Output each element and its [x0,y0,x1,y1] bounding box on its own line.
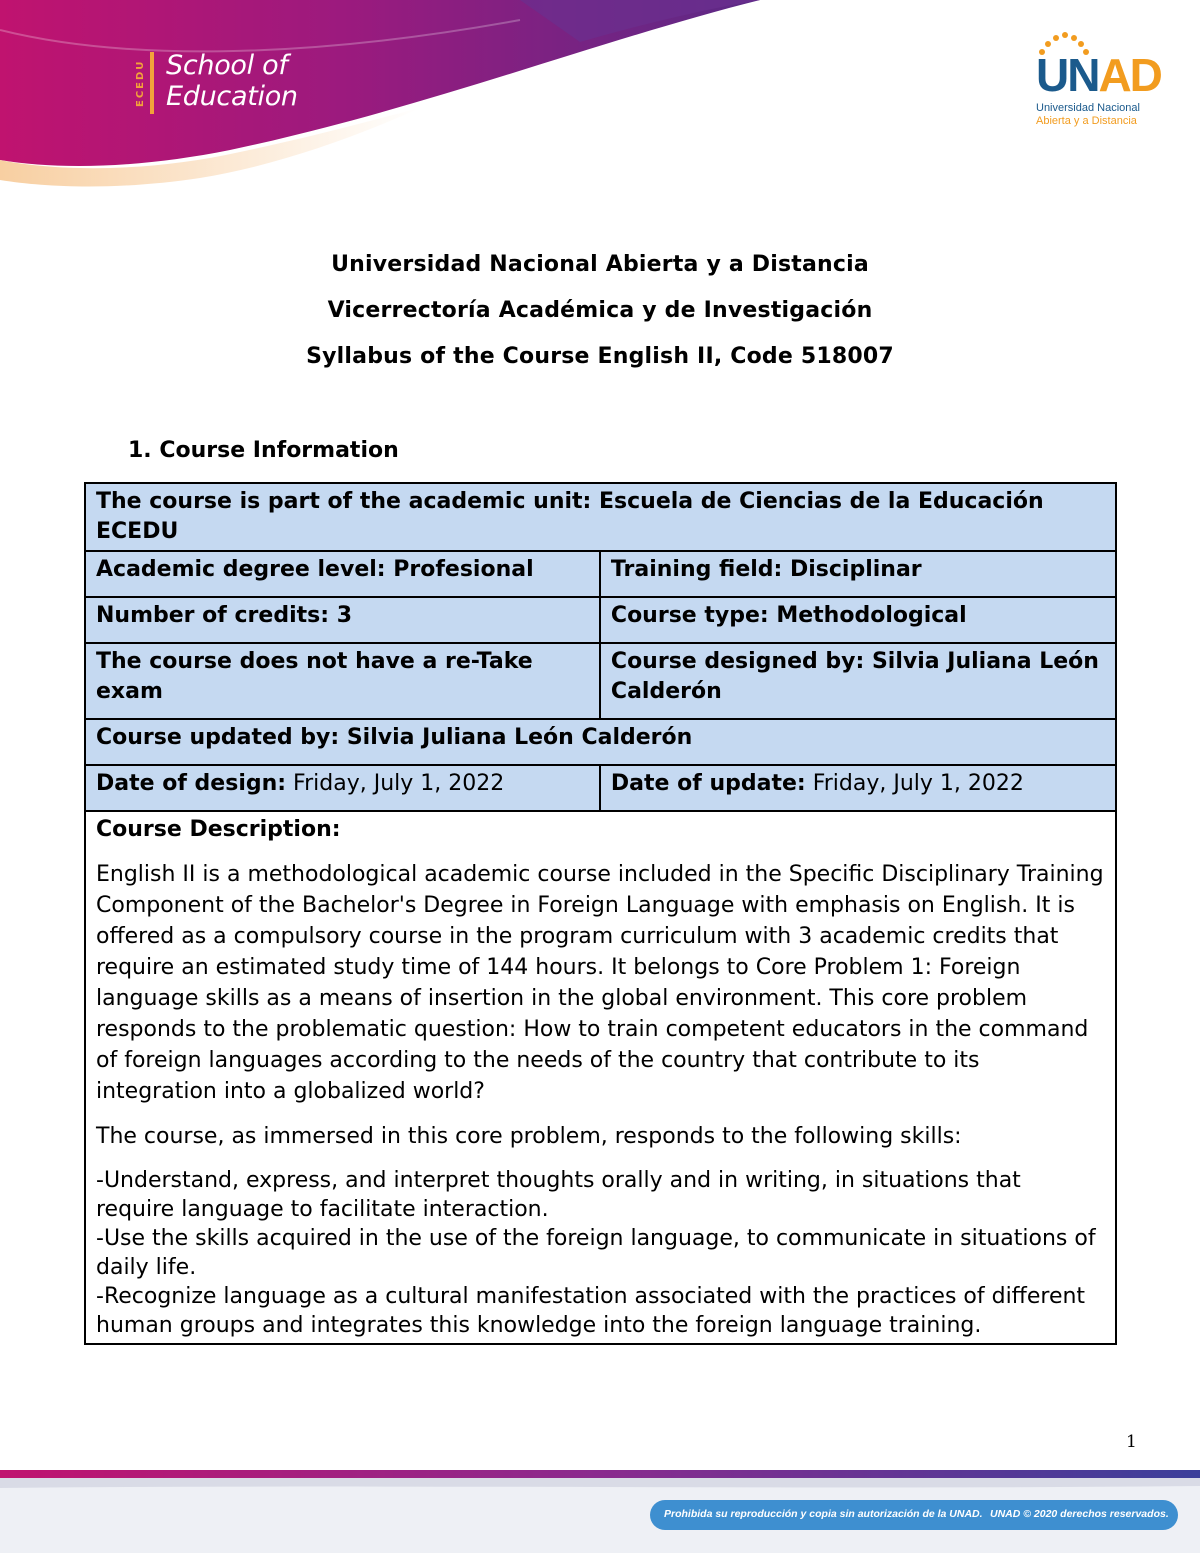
designed-by-cell: Course designed by: Silvia Juliana León Calderón [600,643,1116,719]
course-description-paragraph: English II is a methodological academic course included in the Specific Disciplinary Training Component of the Bachelor's Degree in Foreign Language with emphasis on English. It is offered as a compulsory course in the program curriculum with 3 academic credits that require an estimated study time of 144 hours. It belongs to Core Problem 1: Foreign language skills as a means of insertion in the global environment. This core problem responds to the problematic question: How to train competent educators in the command of foreign languages according to the needs of the country that contribute to its integration into a globalized world? [96,862,1104,1104]
skill-item: -Recognize language as a cultural manifestation associated with the practices of different human groups and integrates this knowledge into the foreign language training. [96,1284,1086,1338]
unad-subtitle-1: Universidad Nacional [1036,102,1140,114]
course-info-table [84,482,1117,1345]
vicerrectoria-title: Vicerrectoría Académica y de Investigación [327,298,873,323]
course-description-heading: Course Description: [96,817,341,842]
unad-subtitle-2: Abierta y a Distancia [1036,115,1137,127]
school-vertical-label: ECEDU [135,59,146,107]
school-logo-bar [150,52,154,114]
table-row [85,719,1116,765]
footer-copyright: UNAD © 2020 derechos reservados. [990,1508,1169,1520]
credits-cell: Number of credits: 3 [85,597,600,643]
academic-unit-cell: The course is part of the academic unit: Escuela de Ciencias de la Educación ECEDU [85,483,1116,551]
training-field-cell: Training field: Disciplinar [600,551,1116,597]
skill-item: -Understand, express, and interpret thoughts orally and in writing, in situations that require language to facilitate interaction. [96,1168,1021,1222]
school-logo-line2: Education [166,81,298,112]
course-description-cell [85,811,1116,1344]
university-title: Universidad Nacional Abierta y a Distancia [331,252,869,277]
update-date-cell [600,765,1116,811]
update-date-label: Date of update: [610,771,806,796]
design-date-label: Date of design: [96,771,287,796]
table-row [85,765,1116,811]
school-of-education-logo [166,50,298,112]
table-row [85,551,1116,597]
updated-by-cell: Course updated by: Silvia Juliana León Calderón [85,719,1116,765]
footer-notice-bar [650,1500,1178,1530]
unad-wordmark-un: UN [1036,49,1099,101]
course-type-cell: Course type: Methodological [600,597,1116,643]
unad-wordmark-ad: AD [1098,49,1161,101]
design-date-value: Friday, July 1, 2022 [286,771,505,796]
skill-item: -Use the skills acquired in the use of the foreign language, to communicate in situations of daily life. [96,1226,1096,1280]
table-row [85,811,1116,1344]
skills-intro: The course, as immersed in this core problem, responds to the following skills: [96,1124,962,1149]
unad-wordmark [1036,48,1161,102]
retake-cell: The course does not have a re-Take exam [85,643,600,719]
table-row [85,597,1116,643]
syllabus-title: Syllabus of the Course English II, Code 518007 [306,344,894,369]
skills-list [96,1166,1105,1340]
degree-level-cell: Academic degree level: Profesional [85,551,600,597]
table-row [85,643,1116,719]
school-logo-line1: School of [166,50,288,81]
update-date-value: Friday, July 1, 2022 [805,771,1024,796]
footer-notice: Prohibida su reproducción y copia sin autorización de la UNAD. [664,1508,983,1520]
design-date-cell [85,765,600,811]
page-number: 1 [1126,1432,1137,1452]
section-heading: 1. Course Information [128,438,399,463]
table-row [85,483,1116,551]
